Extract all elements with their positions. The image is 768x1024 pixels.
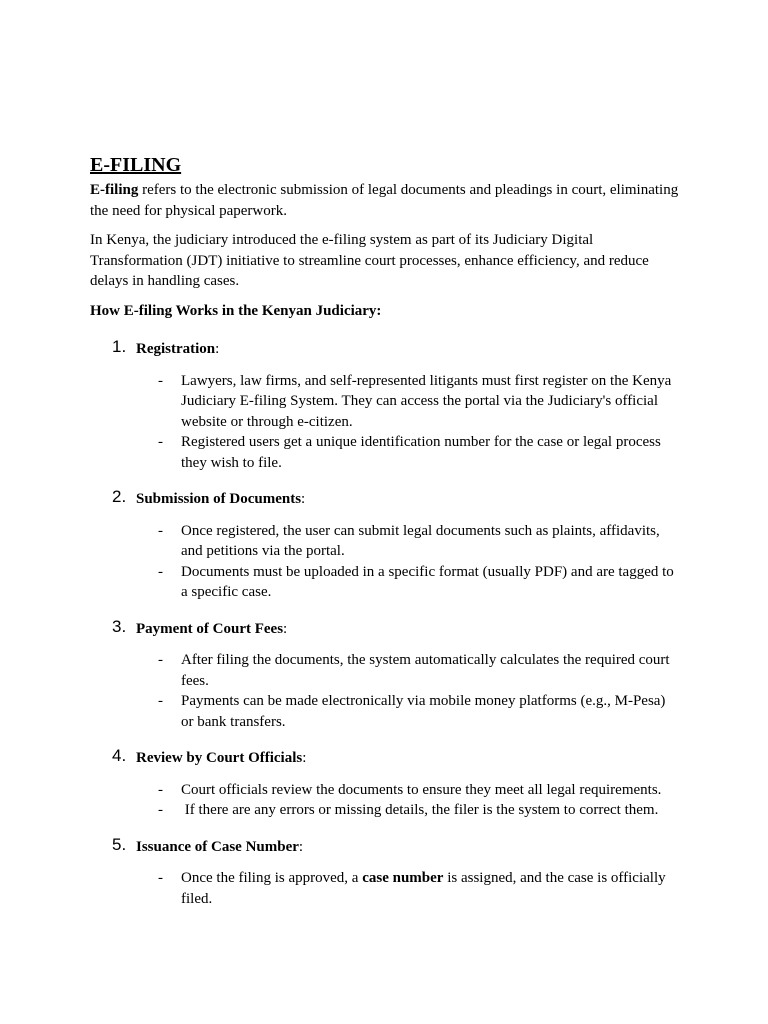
bullet-text: After filing the documents, the system automatically calculates the required court fees. (181, 652, 670, 689)
list-item (90, 562, 680, 603)
step-title-suffix: : (298, 838, 304, 855)
list-item (90, 868, 680, 909)
step-review (90, 748, 680, 769)
intro-paragraph (90, 180, 680, 221)
step-title: Review by Court Officials (136, 750, 303, 766)
bullet-text: Court officials review the documents to ensure they meet all legal requirements. (181, 781, 662, 798)
document-title: E-FILING (90, 154, 182, 176)
step-number: 1. (112, 337, 127, 356)
dash-marker: - (158, 693, 163, 709)
step-submission (90, 489, 680, 510)
list-item (90, 650, 680, 691)
step-title: Issuance of Case Number (136, 838, 299, 855)
list-item (90, 371, 680, 433)
bullet-text-after: is assigned, and the case is officially filed. (181, 870, 666, 907)
dash-marker: - (158, 372, 163, 389)
step-registration-bullets (90, 371, 680, 474)
step-title: Payment of Court Fees (136, 620, 284, 637)
dash-marker: - (158, 802, 163, 818)
dash-marker: - (158, 563, 163, 580)
bullet-text-before: Once the filing is approved, a (181, 870, 363, 886)
intro-term: E-filing (90, 182, 139, 198)
step-title: Registration (136, 341, 216, 357)
list-item (90, 432, 680, 473)
dash-marker: - (158, 434, 163, 450)
step-title-suffix: : (301, 491, 306, 507)
bullet-text: Documents must be uploaded in a specific format (usually PDF) and are tagged to a specific case. (181, 563, 674, 600)
document-page (90, 152, 680, 925)
step-payment (90, 616, 680, 640)
bullet-text: Registered users get a unique identification number for the case or legal process they wish to file. (181, 434, 661, 471)
step-number: 3. (112, 616, 127, 636)
step-registration (90, 339, 680, 360)
dash-marker: - (158, 870, 163, 886)
step-review-bullets (90, 780, 680, 821)
step-number: 2. (112, 487, 127, 506)
intro-text: refers to the electronic submission of legal documents and pleadings in court, eliminating the need for physical paperwork. (90, 182, 679, 219)
dash-marker: - (158, 522, 163, 539)
step-number: 5. (112, 834, 127, 854)
list-item (90, 780, 680, 801)
step-title-suffix: : (283, 620, 288, 637)
step-title-suffix: : (215, 341, 220, 357)
case-number-term: case number (362, 870, 444, 886)
step-case-number (90, 834, 680, 858)
list-item (90, 691, 680, 732)
dash-marker: - (158, 781, 163, 798)
step-case-number-bullets (90, 868, 680, 909)
step-payment-bullets (90, 650, 680, 732)
section-subheading: How E-filing Works in the Kenyan Judiciary: (90, 302, 382, 319)
list-item (90, 800, 680, 821)
dash-marker: - (158, 652, 163, 668)
bullet-text: If there are any errors or missing details, the filer is the system to correct them. (181, 802, 659, 818)
step-submission-bullets (90, 521, 680, 603)
step-number: 4. (112, 746, 127, 765)
step-title-suffix: : (302, 750, 307, 766)
list-item (90, 521, 680, 562)
bullet-text: Payments can be made electronically via mobile money platforms (e.g., M-Pesa) or bank transfers. (181, 693, 666, 730)
bullet-text: Once registered, the user can submit legal documents such as plaints, affidavits, and petitions via the portal. (181, 522, 660, 559)
step-title: Submission of Documents (136, 491, 302, 507)
jdt-paragraph: In Kenya, the judiciary introduced the e-filing system as part of its Judiciary Digital Transformation (JDT) initiative to streamline court processes, enhance efficiency, and reduce delays in handling cases. (90, 232, 649, 289)
bullet-text: Lawyers, law firms, and self-represented litigants must first register on the Kenya Judiciary E-filing System. They can access the portal via the Judiciary's official website or through e-citizen. (181, 372, 672, 430)
